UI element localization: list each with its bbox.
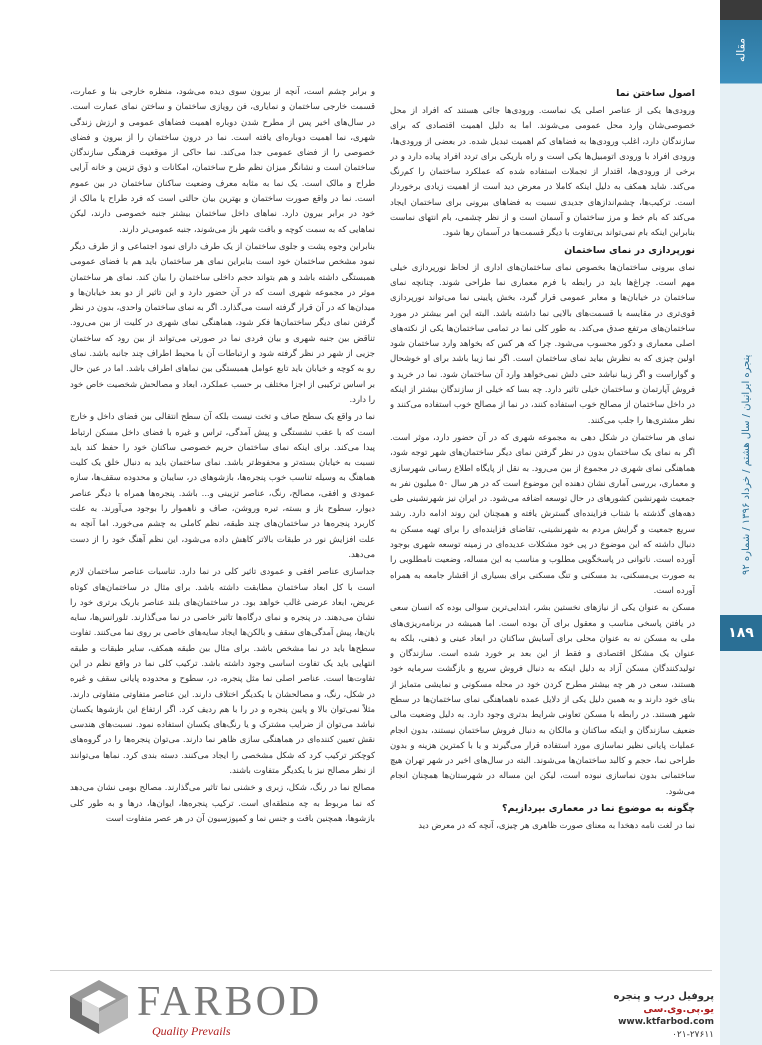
paragraph: مصالح نما در رنگ، شکل، زبری و خشنی نما تاثیر می‌گذارند. مصالح بومی نشان می‌دهد که نما مربوط به چه منطقه‌ای است. ترکیب پنجره‌ها، ایوان‌ها، درها و به طور کلی بازشوها، همچنین بافت و جنس نما و کمپوزسیون آن در هر عصر متفاوت است (70, 782, 375, 823)
page-left-margin (0, 0, 6, 1045)
phone-number: ۰۲۱-۲۷۶۱۱ (672, 1030, 714, 1040)
paragraph: و برابر چشم است، آنچه از بیرون سوی دیده می‌شود، منظره خارجی بنا و عمارت، قسمت خارجی ساختمان و نمایاری، فن رویازی ساختمان و ساختن نمای عمارت است. در سال‌های اخیر پس از مطرح شدن دوباره اهمیت فضاهای عمومی و ارزش زندگی شهری، نما اهمیت دوباره‌ای یافته است. نما در درون ساختمان را از بیرون و فضای خصوصی را از فضای عمومی جدا می‌کند. نما حاکی از موقعیت فرهنگی سازندگان ساختمان است و نشانگر میزان نظم طرح ساختمان، امکانات و ذوق تزیین و خانه آرایی طراح و مالک است. یک نما به مثابه معرف وضعیت ساکنان ساختمان در بین عموم است. نما در واقع صورت ساختمان و بهترین بیان حالتی است که فرد طراح یا مالک از خود در برابر بیرون دارد. نماهای داخل ساختمان بیشتر جنبه خصوصی دارند، لیکن نماهایی که به سمت کوچه و بافت شهر باز می‌شوند، جنبه عمومی‌تر دارند. (70, 86, 375, 234)
paragraph: نما در لغت نامه دهخدا به معنای صورت ظاهری هر چیزی، آنچه که در معرض دید (418, 820, 695, 831)
product-title: پروفیل درب و پنجره (613, 991, 714, 1002)
paragraph: نمای هر ساختمان در شکل دهی به مجموعه شهری که در آن حضور دارد، موثر است. اگر به نمای یک ساختمان بدون در نظر گرفتن نمای دیگر ساختمان‌های شهر توجه شود، هماهنگی نمای شهری در مجموع از بین می‌رود. به نقل از پایگاه اطلاع رسانی شهرسازی و معماری، بررسی آماری نشان دهنده این موضوع است که در هر سال ۵۰ میلیون نفر به جمعیت شهرنشین کشورهای در حال توسعه اضافه می‌شود. در ایران نیز شهرنشینی طی دهه‌های گذشته با شتاب فزاینده‌ای گسترش یافته و همچنان این روند ادامه دارد. رشد سریع جمعیت و گرایش مردم به شهرنشینی، تقاضای فزاینده‌ای را برای تهیه مسکن به دنبال داشته که این موضوع در پی خود مشکلات عدیده‌ای در زمینه توسعه شهری بوجود آورده است. ناتوانی در پاسخگویی مطلوب و مناسب به این مساله، وضعیت نامطلوبی را به صورت بی‌مسکنی، بد مسکنی و تنگ مسکنی برای بسیاری از اقشار جامعه به همراه آورده است. (390, 431, 695, 595)
paragraph: نما در واقع یک سطح صاف و تخت نیست بلکه آن سطح انتقالی بین فضای داخل و خارج است که با عقب نشستگی و پیش آمدگی، تراس و غیره با فضای داخل مسکن ارتباط پیدا می‌کند. برای اینکه نمای ساختمان حریم خصوصی ساکنان خود را حفظ کند باید نسبت به خیابان بسته‌تر و محفوظ‌تر باشد. نمای ساختمان باید به دنبال خلق یک کلیت هماهنگ به وسیله تناسب خوب پنجره‌ها، بازشوهای در، سایبان و محدوده سقف‌ها، سازه عمودی و افقی، مصالح، رنگ، عناصر تزیینی و... باشد. پنجره‌ها همراه با دیگر عناصر دیوار، سطوح باز و بسته، تیره وروشن، صاف و ناهموار را بوجود می‌آورند. به علت کاربرد پنجره‌ها در ساختمان‌های چند طبقه، نظم کاملی به چشم می‌خورد. اما آنچه به علت افزایش نور در طبقات بالاتر کاهش داده می‌شود، این نظم آهنگ خود را از دست می‌دهد. (70, 411, 375, 559)
farbod-logo-icon (68, 978, 130, 1036)
paragraph: مسکن به عنوان یکی از نیازهای نخستین بشر، ابتدایی‌ترین سوالی بوده که انسان سعی در یافتن پاسخی مناسب و معقول برای آن بوده است. اما همیشه در برنامه‌ریزی‌های ملی به مسکن نه به عنوان محلی برای آسایش ساکنان در ابعاد عینی و ذهنی، بلکه به عنوان یک مشکل اقتصادی و فقط از این بعد بر خورد شده است. سازندگان و تولیدکنندگان مسکن آزاد به دلیل اینکه به دنبال فروش سریع و بازگشت سرمایه خود هستند، سعی در هر چه بیشتر مطرح کردن خود در محله مسکونی و نمایشی متمایز از بنای خود دارند و به همین دلیل یکی از دلایل عمده ناهماهنگی نمای ساختمان‌ها در سطح شهر هستند. در رابطه با مسکن تعاونی شرایط بدتری وجود دارد. به دلیل وضعیت مالی ضعیف سازندگان و اینکه ساکنان و مالکان به دنبال فروش ساختمان نیستند، بدون انجام عملیات پایانی نظیر نماسازی مورد استفاده قرار می‌گیرند و یا با کمترین هزینه و بدون طراحی نما، حجم و کالبد ساختمان‌ها می‌شوند. البته در سال‌های اخیر در شهر تهران هیچ ساختمانی بدون نماسازی نبوده است، لیکن این مساله در شهرستان‌ها همچنان انجام می‌شود. (390, 602, 695, 796)
page-number: ۱۸۹ (720, 615, 762, 651)
paragraph: نمای بیرونی ساختمان‌ها بخصوص نمای ساختمان‌های اداری از لحاظ نورپردازی خیلی مهم است. چراغ‌ها باید در رابطه با فرم معماری نما طراحی شوند. چنانچه نمای ساختمان در خیابان‌ها و معابر عمومی قرار گیرد، بخش پایینی نما می‌تواند نورپردازی قوی‌تری در مقایسه با قسمت‌های بالایی نما داشته باشد. البته این امر بیشتر در مورد ساختمان‌های مرتفع صدق می‌کند. به طور کلی نما در تمامی ساختمان‌ها یکی از نکته‌های اصلی معماری و دکور محسوب می‌شود. چرا که هر کس که بخواهد وارد ساختمان شود اولین چیزی که به نظرش بیاید نمای ساختمان است. اگر نما زیبا باشد برای او خوشحال و گواراست و اگر زیبا نباشد حتی دلش نمی‌خواهد وارد آن ساختمان شود. نما در خرید و فروش آپارتمان و ساختمان خیلی تاثیر دارد. چه بسا که خیلی از سازندگان بیشتر از اینکه در داخل ساختمان از مصالح خوب استفاده کنند، در نما از مصالح خوب استفاده می‌کنند و نظر مشتری‌ها را جلب می‌کنند. (390, 261, 695, 425)
section-label: مقاله (734, 37, 748, 63)
paragraph: بنابراین وجوه پشت و جلوی ساختمان از یک طرف دارای نمود اجتماعی و از طرف دیگر نمود مشخص ساختمان خود است بنابراین نمای هر ساختمان باید هم با فضای عمومی همبستگی داشته باشد و هم بتواند حجم داخلی ساختمان را بیان کند. نمای هر ساختمان موثر در مجموعه شهری است که در آن حضور دارد و این تاثیر از دو بعد خیابان‌ها و میدان‌ها که در آن قرار گرفته است می‌گذارد. اگر به نمای ساختمان واحدی، بدون در نظر گرفتن نمای دیگر ساختمان‌ها فکر شود، هماهنگی نمای شهری در کلیت از بین می‌رود. تناقض بین جنبه شهری و بیان فردی نما در صورتی می‌تواند از بین رود که ساختمان جزیی از شهر در نظر گرفته شود و ارتباطات آن با محیط اطراف چند جانبه باشد. نمای رو به کوچه و خیابان باید تابع عوامل همبستگی بین نماهای اطراف باشد. اما در عین حال بر اساس ترکیبی از اجزا مختلف بر حسب عملکرد، ابعاد و مصالحش شخصیت خاص خود را دارد. (70, 240, 375, 404)
brand-name: FARBOD (137, 979, 323, 1025)
heading-facade-principles: اصول ساختن نما (616, 88, 695, 99)
right-sidebar (720, 0, 762, 1045)
heading-facade-approach: چگونه به موضوع نما در معماری بپردازیم؟ (502, 803, 695, 815)
sidebar-top-band (720, 0, 762, 20)
product-subtitle: یو.پی.وی.سی (643, 1004, 714, 1015)
text-column-right (390, 84, 695, 954)
website-link[interactable]: www.ktfarbod.com (618, 1017, 714, 1027)
heading-facade-lighting: نورپردازی در نمای ساختمان (564, 244, 695, 256)
paragraph: جداسازی عناصر افقی و عمودی تاثیر کلی در نما دارد. تناسبات عناصر ساختمان لازم است با کل ابعاد ساختمان مطابقت داشته باشد. برای مثال در ساختمان‌های کوتاه عریض، ابعاد عرضی غالب خواهد بود. در ساختمان‌های بلند عناصر باریک برتری خود را نشان می‌دهند. در پنجره و نمای درگاه‌ها تاثیر خاصی در نما می‌گذارند. تلورانس‌ها، سایه بان‌ها، پیش آمدگی‌های سقف و بالکن‌ها ایجاد سایه‌های خاصی بر روی نما می‌کنند. تفاوت سطح‌ها باید در نما مشخص باشد. برای مثال بین طبقه همکف، سایر طبقات و طبقه انتهایی باید یک تفاوت اساسی وجود داشته باشد. ترکیب کلی نما در واقع نظم در این تفاوت‌ها است. عناصر اصلی نما مثل پنجره، در، سطوح و محدوده پایانی سقف و غیره در شکل، رنگ، و مصالحشان با یکدیگر اختلاف دارند. این عناصر متفاوتی متفاوتی دارند. مثلاً نمی‌توان بالا و پایین پنجره و در را با هم ردیف کرد. اگر ارتفاع این بازشوها یکسان نباشد می‌توان از ضرایب مشترک و یا رنگ‌های یکسان استفاده نمود. نسبت‌های هندسی نقش تعیین کننده‌ای در هماهنگی سازی ظاهر نما دارند. می‌توان پنجره‌ها را در گروه‌های کوچکتر ترکیب کرد که شکل مشخصی را ایجاد می‌کنند. دسته بندی کرد. نماها می‌توانند از نظر مصالح نیز با یکدیگر متفاوت باشند. (70, 566, 375, 776)
contact-block (584, 990, 714, 1041)
brand-tagline: Quality Prevails (152, 1024, 231, 1038)
paragraph: ورودی‌ها یکی از عناصر اصلی یک نماست. ورودی‌ها جائی هستند که افراد از محل خصوصی‌شان وارد محل عمومی می‌شوند. اما به دلیل اهمیت اقتصادی که برای سازندگان دارد، اغلب ورودی‌ها به فضاهای کم اهمیت تبدیل شده. در بعضی از ورودی‌ها، ورودی افراد با ورودی اتومبیل‌ها یکی است و راه باریکی برای تردد افراد پیاده دارد و در برخی از ورودی‌ها، اقتدار از تجملات استفاده شده که عملکرد ساختمان را کم‌رنگ می‌کند. شاید همکف به دلیل اینکه کاملا در معرض دید است از اهمیت زیادی برخوردار است. ترکیب‌ها، چشم‌اندازهای جدیدی نسبت به فضاهای بیرونی برای ساختمان ایجاد می‌کند که بام خط و مرز ساختمان و آسمان است و از نظر چشمی، بام انتهای نماست بنابراین اینکه بام نمی‌تواند بی‌تفاوت با دیگر قسمت‌ها در آسمان رها شود. (390, 105, 695, 238)
text-column-left (70, 84, 375, 954)
footer-divider (50, 970, 712, 971)
issue-info: پنجره ایرانیان / سال هشتم / خرداد ۱۳۹۶ / شماره ۹۲ (741, 354, 752, 576)
